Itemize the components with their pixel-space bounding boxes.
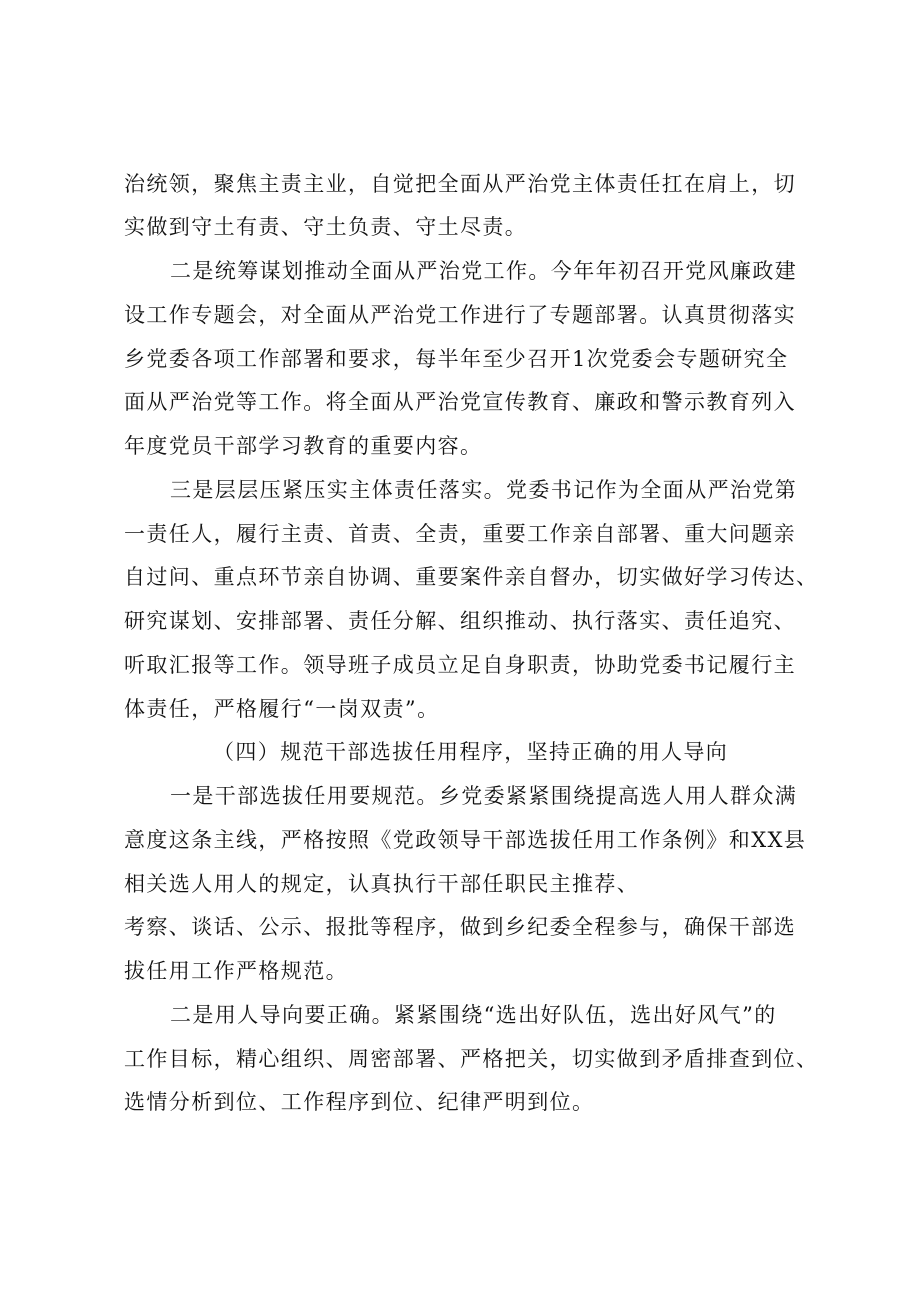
text-line: 体责任，严格履行“一岗双责”。 — [124, 697, 440, 721]
text-line: 面从严治党等工作。将全面从严治党宣传教育、廉政和警示教育列入 — [124, 390, 796, 414]
text-line: 一责任人，履行主责、首责、全责，重要工作亲自部署、重大问题亲 — [124, 522, 796, 546]
text-line: 考察、谈话、公示、报批等程序，做到乡纪委全程参与，确保干部选 — [124, 915, 796, 939]
text-line: 三是层层压紧压实主体责任落实。党委书记作为全面从严治党第 — [170, 478, 798, 502]
text-line: 二是用人导向要正确。紧紧围绕“选出好队伍，选出好风气”的 — [170, 1003, 777, 1027]
text-line: 意度这条主线，严格按照《党政领导干部选拔任用工作条例》和XX县 — [124, 828, 807, 852]
text-line: 自过问、重点环节亲自协调、重要案件亲自督办，切实做好学习传达、 — [124, 565, 819, 589]
text-line: 研究谋划、安排部署、责任分解、组织推动、执行落实、责任追究、 — [124, 609, 796, 633]
text-line: 听取汇报等工作。领导班子成员立足自身职责，协助党委书记履行主 — [124, 653, 796, 677]
text-line: 治统领，聚焦主责主业，自觉把全面从严治党主体责任扛在肩上，切 — [124, 172, 796, 196]
text-line: 实做到守土有责、守土负责、守土尽责。 — [124, 215, 528, 239]
text-line: 工作目标，精心组织、周密部署、严格把关，切实做到矛盾排查到位、 — [124, 1047, 819, 1071]
text-line: 一是干部选拔任用要规范。乡党委紧紧围绕提高选人用人群众满 — [170, 784, 798, 808]
text-line: 二是统筹谋划推动全面从严治党工作。今年年初召开党风廉政建 — [170, 259, 798, 283]
text-line: 选情分析到位、工作程序到位、纪律严明到位。 — [124, 1090, 595, 1114]
section-heading: （四）规范干部选拔任用程序，坚持正确的用人导向 — [213, 740, 729, 764]
text-line: 设工作专题会，对全面从严治党工作进行了专题部署。认真贯彻落实 — [124, 303, 796, 327]
text-line: 相关选人用人的规定，认真执行干部任职民主推荐、 — [124, 872, 640, 896]
text-line: 拔任用工作严格规范。 — [124, 959, 348, 983]
text-line: 乡党委各项工作部署和要求，每半年至少召开1次党委会专题研究全 — [124, 347, 789, 371]
text-line: 年度党员干部学习教育的重要内容。 — [124, 434, 483, 458]
